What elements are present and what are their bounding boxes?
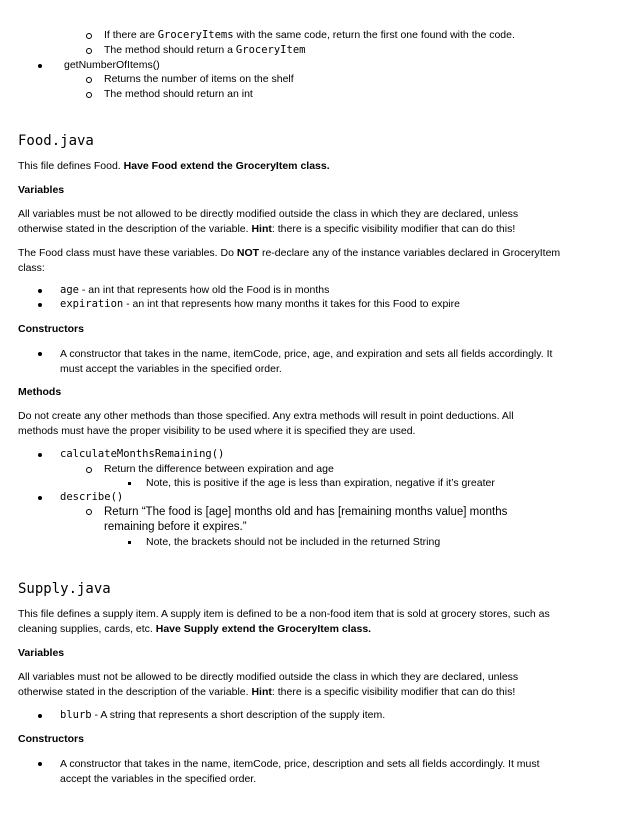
method-signature: describe() xyxy=(60,491,124,503)
bullet-icon xyxy=(38,453,42,457)
bullet-icon xyxy=(38,714,42,718)
food-intro: This file defines Food. Have Food extend the GroceryItem class. xyxy=(18,160,330,172)
food-variables-paragraph: All variables must be not allowed to be directly modified outside the class in which they are declared, unless otherwise stated in the description of the variable. Hint: there is a specific visibility modifier that can do this! xyxy=(18,208,519,235)
bullet-text: expiration - an int that represents how many months it takes for this Food to expire xyxy=(60,298,460,310)
square-bullet-icon xyxy=(128,541,131,544)
bullet-text: getNumberOfItems() xyxy=(64,59,160,71)
food-methods-label: Methods xyxy=(18,386,62,398)
bullet-text: Return “The food is [age] months old and has [remaining months value] months remaining before it expires.” xyxy=(104,506,508,533)
bullet-icon xyxy=(38,496,42,500)
bullet-icon xyxy=(38,289,42,293)
bullet-text: A constructor that takes in the name, itemCode, price, age, and expiration and sets all fields accordingly. It must accept the variables in the specified order. xyxy=(60,348,553,375)
hollow-bullet-icon xyxy=(86,92,92,98)
bullet-text: The method should return an int xyxy=(104,88,253,100)
bullet-text: age - an int that represents how old the Food is in months xyxy=(60,284,330,296)
bullet-icon xyxy=(38,352,42,356)
bullet-text: Note, this is positive if the age is less than expiration, negative if it’s greater xyxy=(146,477,495,489)
food-variables-requirement: The Food class must have these variables. Do NOT re-declare any of the instance variables declared in GroceryItem class: xyxy=(18,247,561,274)
food-constructors-label: Constructors xyxy=(18,323,84,335)
bullet-text: The method should return a GroceryItem xyxy=(104,44,306,56)
bullet-icon xyxy=(38,64,42,68)
bullet-text: Note, the brackets should not be included in the returned String xyxy=(146,536,441,548)
bullet-text: blurb - A string that represents a short description of the supply item. xyxy=(60,709,386,721)
bullet-text: Returns the number of items on the shelf xyxy=(104,73,294,85)
supply-variables-paragraph: All variables must not be allowed to be directly modified outside the class in which they are declared, unless otherwise stated in the description of the variable. Hint: there is a specific visibility modifier that can do this! xyxy=(18,671,519,698)
bullet-icon xyxy=(38,303,42,307)
supply-intro: This file defines a supply item. A supply item is defined to be a non-food item that is sold at grocery stores, such as cleaning supplies, cards, etc. Have Supply extend the GroceryItem class. xyxy=(18,608,550,635)
section-heading-supply: Supply.java xyxy=(18,581,111,597)
bullet-text: If there are GroceryItems with the same code, return the first one found with the code. xyxy=(104,29,515,41)
hollow-bullet-icon xyxy=(86,509,92,515)
bullet-text: Return the difference between expiration and age xyxy=(104,463,334,475)
section-heading-food: Food.java xyxy=(18,133,94,149)
bullet-text: A constructor that takes in the name, itemCode, price, description and sets all fields accordingly. It must accept the variables in the specified order. xyxy=(60,758,540,785)
supply-variables-label: Variables xyxy=(18,647,65,659)
hollow-bullet-icon xyxy=(86,48,92,54)
hollow-bullet-icon xyxy=(86,33,92,39)
bullet-icon xyxy=(38,762,42,766)
hollow-bullet-icon xyxy=(86,77,92,83)
method-signature: calculateMonthsRemaining() xyxy=(60,448,225,460)
square-bullet-icon xyxy=(128,482,131,485)
food-variables-label: Variables xyxy=(18,184,65,196)
hollow-bullet-icon xyxy=(86,467,92,473)
supply-constructors-label: Constructors xyxy=(18,733,84,745)
food-methods-paragraph: Do not create any other methods than those specified. Any extra methods will result in point deductions. All methods must have the proper visibility to be used where it is specified they are used. xyxy=(18,410,514,437)
